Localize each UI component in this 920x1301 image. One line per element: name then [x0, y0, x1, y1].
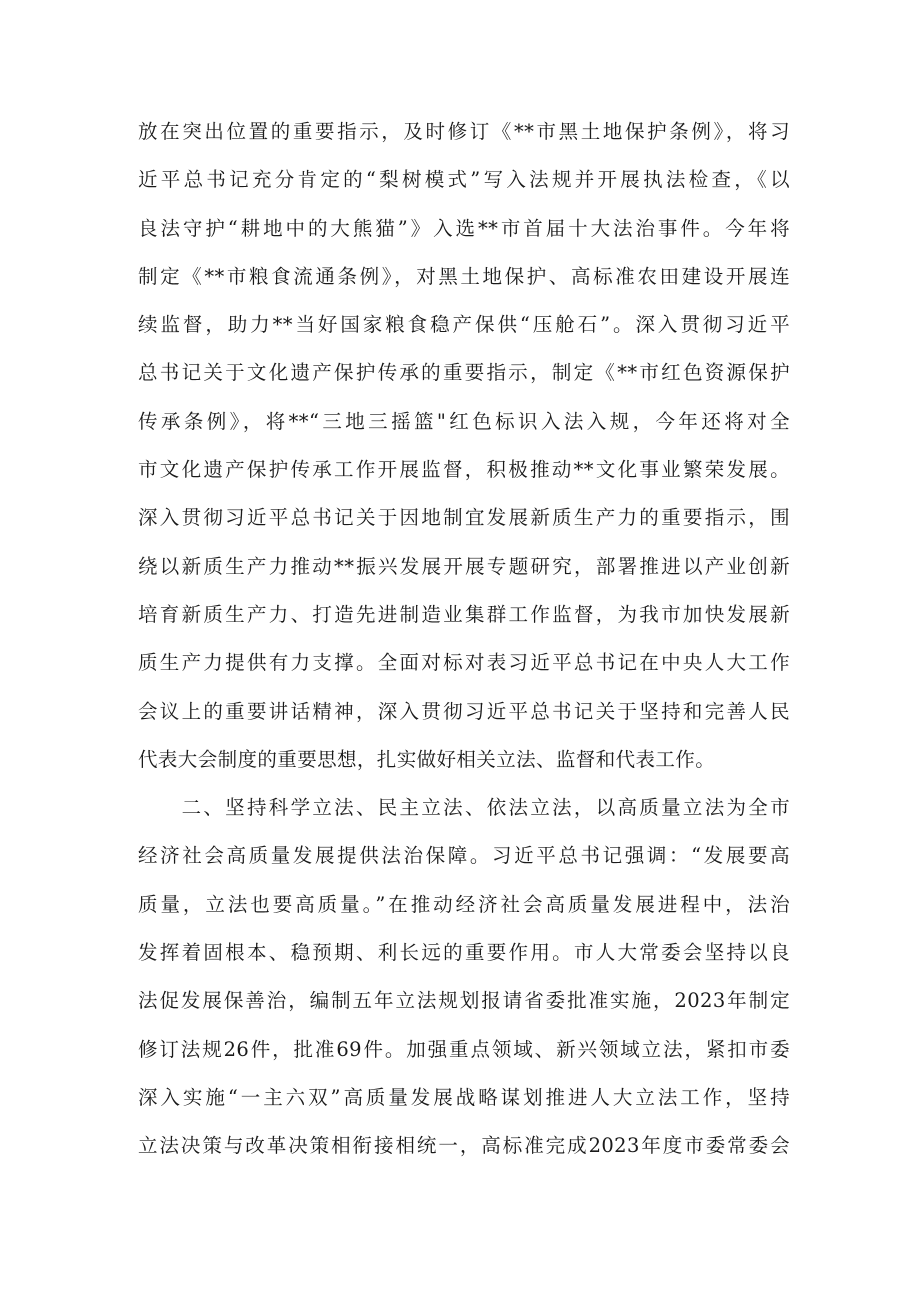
text-line: 续监督，助力**当好国家粮食稳产保供“压舱石”。深入贯彻习近平	[138, 313, 790, 337]
text-line: 会议上的重要讲话精神，深入贯彻习近平总书记关于坚持和完善人民	[138, 699, 790, 723]
text-line: 培育新质生产力、打造先进制造业集群工作监督，为我市加快发展新	[138, 602, 790, 626]
text-line: 法促发展保善治，编制五年立法规划报请省委批准实施，2023年制定	[138, 989, 790, 1013]
text-line: 经济社会高质量发展提供法治保障。习近平总书记强调：“发展要高	[138, 844, 790, 868]
text-line: 制定《**市粮食流通条例》，对黑土地保护、高标准农田建设开展连	[138, 264, 790, 288]
text-line: 质生产力提供有力支撑。全面对标对表习近平总书记在中央人大工作	[138, 651, 790, 675]
text-line: 总书记关于文化遗产保护传承的重要指示，制定《**市红色资源保护	[138, 361, 790, 385]
text-line: 深入贯彻习近平总书记关于因地制宜发展新质生产力的重要指示，围	[138, 506, 790, 530]
text-line: 立法决策与改革决策相衔接相统一，高标准完成2023年度市委常委会	[138, 1134, 790, 1158]
text-line: 深入实施“一主六双”高质量发展战略谋划推进人大立法工作，坚持	[138, 1085, 790, 1109]
document-body	[138, 108, 790, 1171]
text-line: 传承条例》，将**“三地三摇篮"红色标识入法入规，今年还将对全	[138, 409, 790, 433]
text-line: 发挥着固根本、稳预期、利长远的重要作用。市人大常委会坚持以良	[138, 941, 790, 965]
text-line: 近平总书记充分肯定的“梨树模式”写入法规并开展执法检查，《以	[138, 168, 790, 192]
text-line: 质量，立法也要高质量。”在推动经济社会高质量发展进程中，法治	[138, 892, 790, 916]
text-line-paragraph-end: 代表大会制度的重要思想，扎实做好相关立法、监督和代表工作。	[138, 747, 716, 771]
text-line: 市文化遗产保护传承工作开展监督，积极推动**文化事业繁荣发展。	[138, 458, 790, 482]
text-line: 修订法规26件，批准69件。加强重点领域、新兴领域立法，紧扣市委	[138, 1037, 790, 1061]
text-line: 放在突出位置的重要指示，及时修订《**市黑土地保护条例》，将习	[138, 120, 790, 143]
text-line: 绕以新质生产力推动**振兴发展开展专题研究，部署推进以产业创新	[138, 554, 790, 578]
section-heading-line: 二、坚持科学立法、民主立法、依法立法，以高质量立法为全市	[138, 796, 790, 820]
text-line: 良法守护“耕地中的大熊猫”》入选**市首届十大法治事件。今年将	[138, 216, 790, 240]
